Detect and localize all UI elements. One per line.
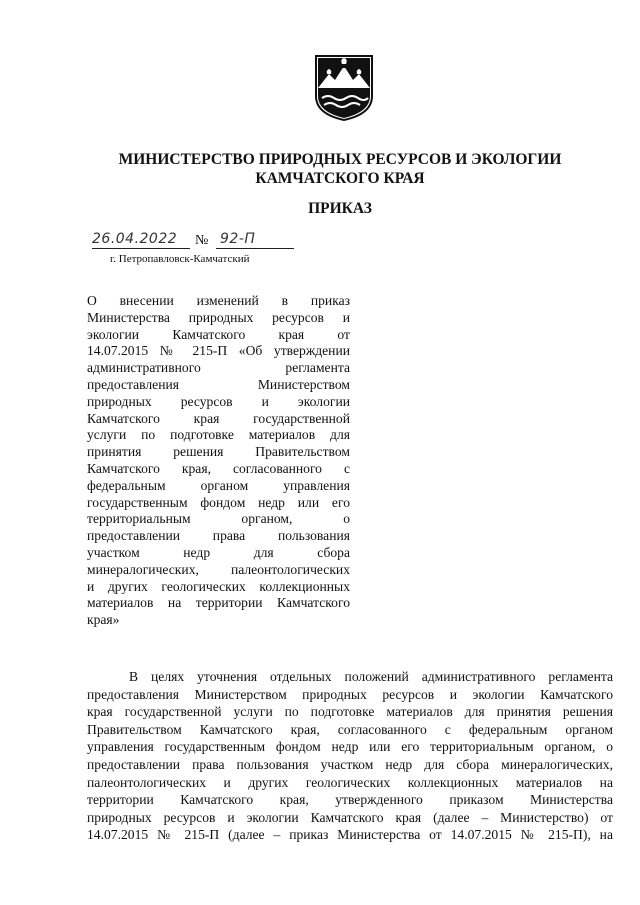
body-line: края государственной услуги по подготовке материалов для принятия решения <box>87 704 613 720</box>
order-number: 92-П <box>220 231 256 247</box>
kamchatka-coat-of-arms-icon <box>313 52 375 122</box>
order-subject <box>87 293 350 629</box>
subject-line: природных ресурсов и экологии <box>87 393 350 409</box>
body-line: 14.07.2015 № 215-П (далее – приказ Министерства от 14.07.2015 № 215-П), на <box>87 827 613 843</box>
subject-line: минералогических, палеонтологических <box>87 561 350 577</box>
subject-line: и других геологических коллекционных <box>87 578 350 594</box>
order-body-paragraph <box>87 668 613 844</box>
number-label: № <box>195 233 209 248</box>
subject-line: государственным фондом недр или его <box>87 494 350 510</box>
subject-line: федеральным органом управления <box>87 477 350 493</box>
subject-line: 14.07.2015 № 215-П «Об утверждении <box>87 343 350 359</box>
body-line: Правительством Камчатского края, согласованного с федеральным органом <box>87 721 613 737</box>
subject-line: принятия решения Правительством <box>87 444 350 460</box>
body-line: предоставления Министерством природных ресурсов и экологии Камчатского <box>87 686 613 702</box>
body-line: природных ресурсов и экологии Камчатского края (далее – Министерство) от <box>87 809 613 825</box>
subject-line: края» <box>87 612 120 628</box>
body-line: управления государственным фондом недр или его территориальным органом, о <box>87 739 613 755</box>
subject-line: О внесении изменений в приказ <box>87 293 350 308</box>
order-date-number <box>92 230 302 252</box>
body-line: палеонтологических и других геологических коллекционных материалов на <box>87 774 613 790</box>
date-underline <box>92 248 190 249</box>
order-date: 26.04.2022 <box>92 231 178 247</box>
subject-line: Камчатского края, согласованного с <box>87 460 350 476</box>
subject-line: участком недр для сбора <box>87 544 350 560</box>
order-city: г. Петропавловск-Камчатский <box>110 253 250 265</box>
subject-line: материалов на территории Камчатского <box>87 595 350 611</box>
subject-line: территориальным органом, о <box>87 511 350 527</box>
subject-line: предоставлении права пользования <box>87 528 350 544</box>
order-title: ПРИКАЗ <box>308 200 372 217</box>
ministry-name-line1: МИНИСТЕРСТВО ПРИРОДНЫХ РЕСУРСОВ И ЭКОЛОГИИ <box>118 151 562 168</box>
ministry-name <box>80 150 600 188</box>
body-line: В целях уточнения отдельных положений административного регламента <box>129 669 613 684</box>
ministry-name-line2: КАМЧАТСКОГО КРАЯ <box>255 170 425 187</box>
subject-line: Камчатского края государственной <box>87 410 350 426</box>
subject-line: Министерства природных ресурсов и <box>87 309 350 325</box>
subject-line: административного регламента <box>87 360 350 376</box>
subject-line: услуги по подготовке материалов для <box>87 427 350 443</box>
subject-line: экологии Камчатского края от <box>87 326 350 342</box>
number-underline <box>216 248 294 249</box>
body-line: территории Камчатского края, утвержденного приказом Министерства <box>87 792 613 808</box>
subject-line: предоставления Министерством <box>87 376 350 392</box>
body-line: предоставлении права пользования участком недр для сбора минералогических, <box>87 756 613 772</box>
